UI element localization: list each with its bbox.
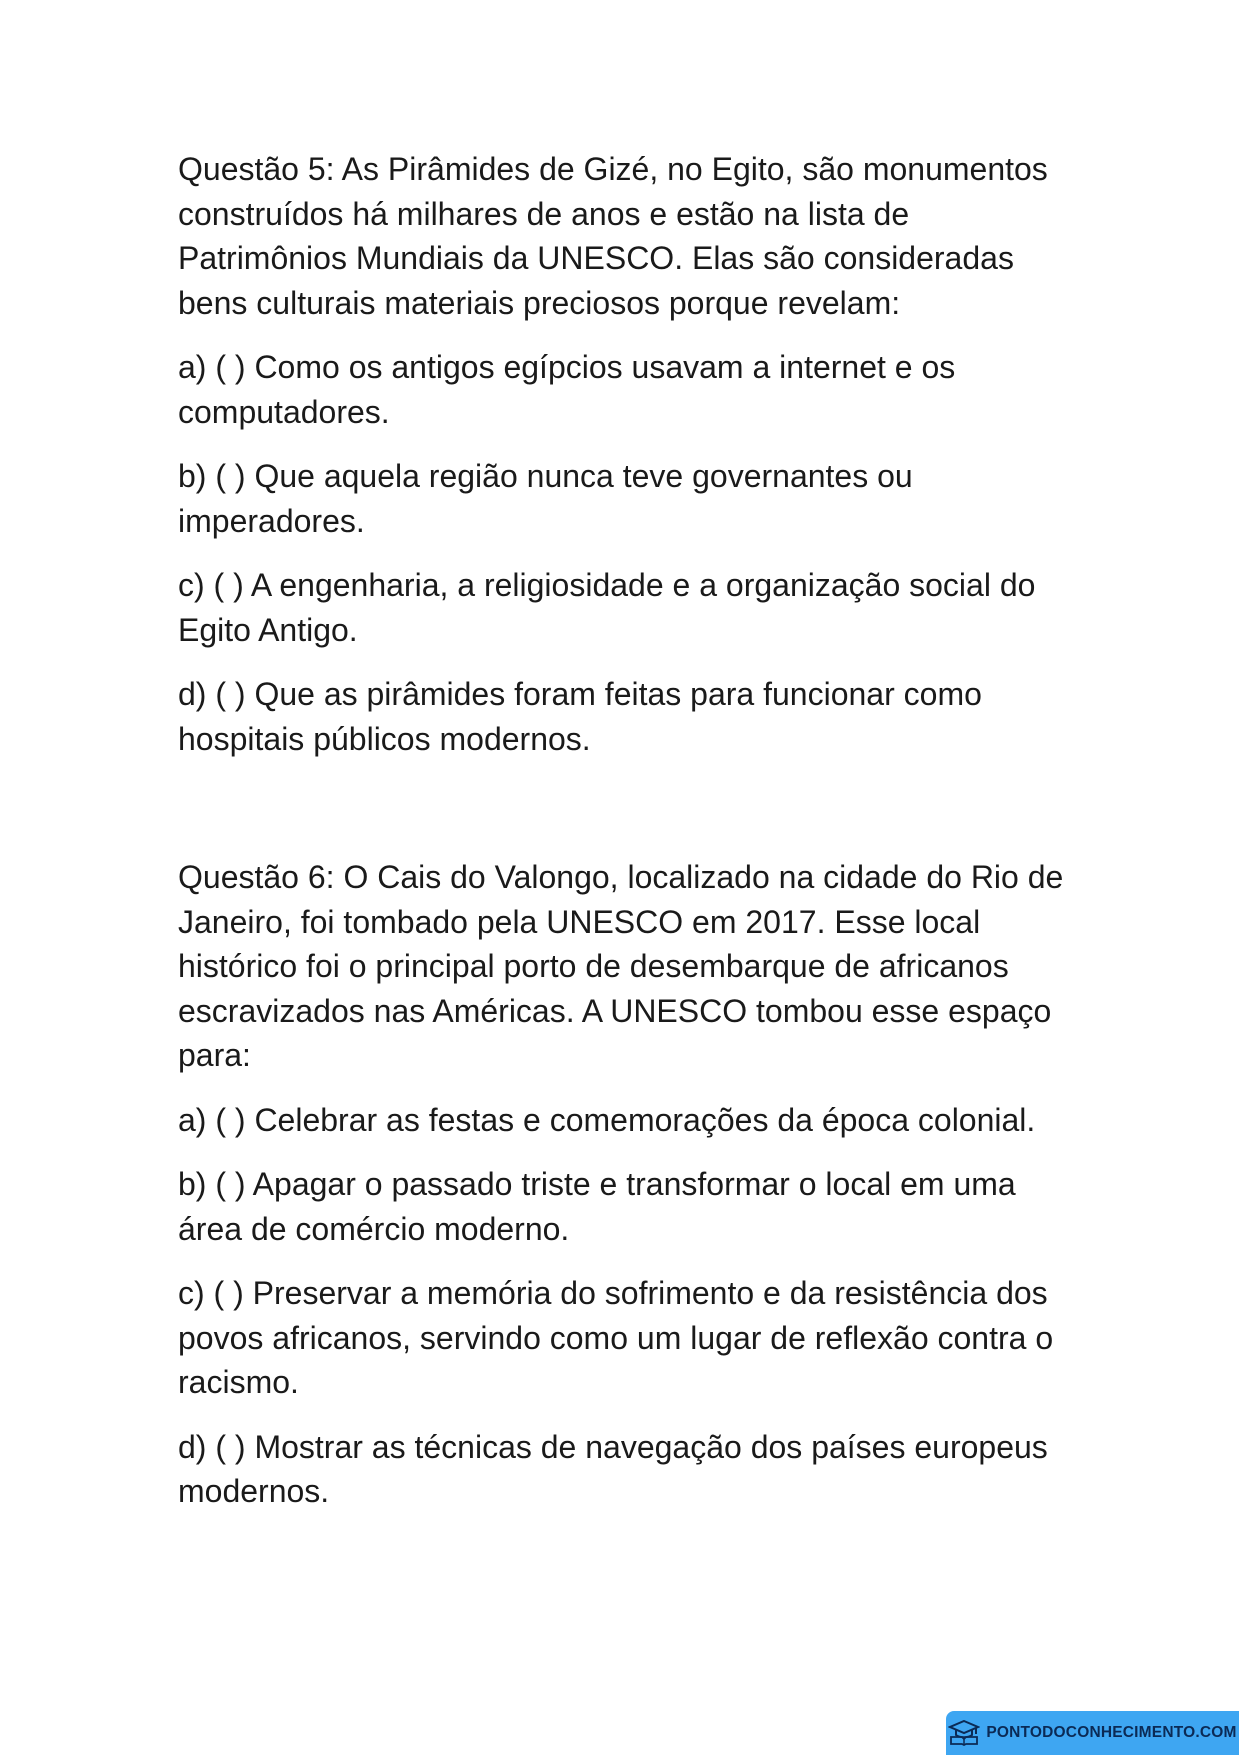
question-5 <box>178 147 1078 761</box>
option-b: b) ( ) Apagar o passado triste e transformar o local em uma área de comércio moderno. <box>178 1166 1016 1247</box>
question-6 <box>178 855 1078 1514</box>
option-d: d) ( ) Mostrar as técnicas de navegação dos países europeus modernos. <box>178 1428 1048 1509</box>
question-stem: Questão 5: As Pirâmides de Gizé, no Egito, são monumentos construídos há milhares de anos e estão na lista de Patrimônios Mundiais da UNESCO. Elas são consideradas bens culturais materiais preciosos porque revelam: <box>178 151 1048 321</box>
option-a: a) ( ) Celebrar as festas e comemorações da época colonial. <box>178 1101 1036 1138</box>
option-b: b) ( ) Que aquela região nunca teve governantes ou imperadores. <box>178 458 913 539</box>
option-c: c) ( ) A engenharia, a religiosidade e a organização social do Egito Antigo. <box>178 567 1036 648</box>
site-watermark-badge <box>946 1711 1239 1755</box>
option-d: d) ( ) Que as pirâmides foram feitas para funcionar como hospitais públicos modernos. <box>178 676 982 757</box>
option-a: a) ( ) Como os antigos egípcios usavam a internet e os computadores. <box>178 349 956 430</box>
graduation-book-icon <box>948 1720 980 1746</box>
worksheet-content <box>178 147 1078 1514</box>
option-c: c) ( ) Preservar a memória do sofrimento e da resistência dos povos africanos, servindo como um lugar de reflexão contra o racismo. <box>178 1275 1054 1400</box>
watermark-text: PONTODOCONHECIMENTO.COM <box>986 1724 1237 1741</box>
question-stem: Questão 6: O Cais do Valongo, localizado na cidade do Rio de Janeiro, foi tombado pela UNESCO em 2017. Esse local histórico foi o principal porto de desembarque de africanos escravizados nas Américas. A UNESCO tombou esse espaço para: <box>178 859 1064 1073</box>
